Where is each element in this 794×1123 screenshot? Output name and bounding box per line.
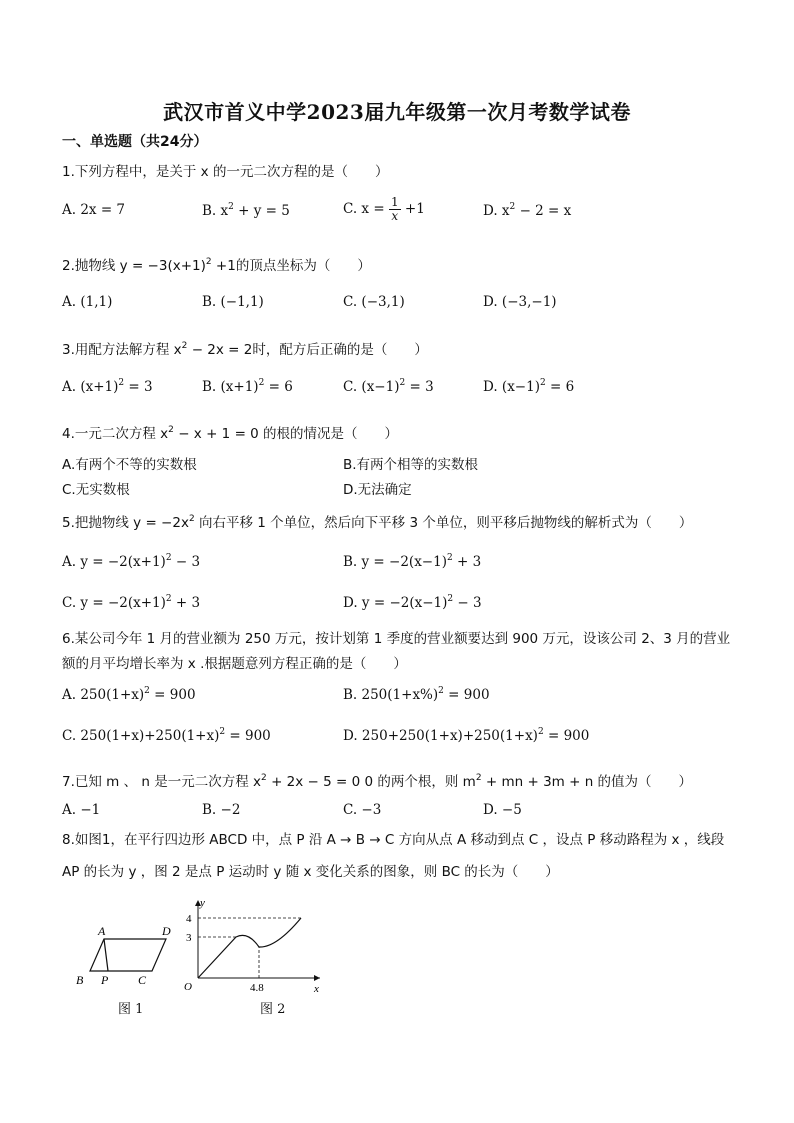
q4-option-c: C.无实数根 xyxy=(62,482,130,498)
q5-option-b: B. $y = -2(x-1)^2 + 3$ xyxy=(343,553,482,570)
axis-label-x: x xyxy=(314,983,319,995)
q5-option-d: D. $y = -2(x-1)^2 - 3$ xyxy=(343,594,482,611)
fraction: $\frac{1}{x}$ xyxy=(390,195,399,223)
label-b: B xyxy=(76,973,84,987)
question-7-stem: 7.已知 m 、 n 是一元二次方程 $x^2 + 2x - 5 = 0$ 0 的两个根，则 $m^2$ + mn + 3m + n 的值为（ ） xyxy=(62,773,693,790)
q3-option-b: B. $(x+1)^2 = 6$ xyxy=(202,378,293,395)
question-6-stem-line2: 额的月平均增长率为 x .根据题意列方程正确的是（ ） xyxy=(62,656,407,672)
q6-option-a: A. $250(1+x)^2 = 900$ xyxy=(62,686,196,703)
q1-option-b: B. $x^2 + y = 5$ xyxy=(202,202,290,219)
q6-option-c: C. $250(1+x)+250(1+x)^2 = 900$ xyxy=(62,727,271,744)
q7-option-b: B. −2 xyxy=(202,802,241,818)
q4-option-b: B.有两个相等的实数根 xyxy=(343,457,479,473)
q3-option-a: A. $(x+1)^2 = 3$ xyxy=(62,378,153,395)
figure-1-caption: 图 1 xyxy=(118,1002,144,1017)
graph-curve-part2 xyxy=(259,918,301,947)
segment-ap xyxy=(104,939,108,971)
q2-option-b: B. (−1,1) xyxy=(202,294,264,310)
q1-option-a: A. 2x = 7 xyxy=(62,202,126,218)
q3-option-d: D. $(x-1)^2 = 6$ xyxy=(483,378,575,395)
label-d: D xyxy=(162,924,171,938)
q3-option-c: C. $(x-1)^2 = 3$ xyxy=(343,378,434,395)
question-5-stem: 5.把抛物线 $y = -2x^2$ 向右平移 1 个单位，然后向下平移 3 个单位，则平移后抛物线的解析式为（ ） xyxy=(62,514,693,531)
q6-option-b: B. $250(1+x\%)^2 = 900$ xyxy=(343,686,490,703)
axis-label-y: y xyxy=(200,897,205,909)
tick-label-4-8: 4.8 xyxy=(250,982,264,994)
q2-option-d: D. (−3,−1) xyxy=(483,294,557,310)
q6-option-d: D. $250+250(1+x)+250(1+x)^2 = 900$ xyxy=(343,727,590,744)
label-p: P xyxy=(101,973,109,987)
tick-label-3: 3 xyxy=(186,932,192,944)
question-6-stem-line1: 6.某公司今年 1 月的营业额为 250 万元，按计划第 1 季度的营业额要达到 900 万元，设该公司 2、3 月的营业 xyxy=(62,631,731,647)
q7-option-c: C. −3 xyxy=(343,802,382,818)
q1-option-c: C. x = $\frac{1}{x}$ +1 xyxy=(343,195,425,223)
question-2-stem: 2.抛物线 $y = -3(x+1)^2 +1$的顶点坐标为（ ） xyxy=(62,257,371,274)
origin-label: O xyxy=(184,981,192,993)
x-axis-arrow xyxy=(314,975,320,981)
q7-option-d: D. −5 xyxy=(483,802,522,818)
q5-option-a: A. $y = -2(x+1)^2 - 3$ xyxy=(62,553,201,570)
page-title: 武汉市首义中学2023届九年级第一次月考数学试卷 xyxy=(163,100,631,124)
q1-option-d: D. $x^2 - 2 = x$ xyxy=(483,202,572,219)
q7-option-a: A. −1 xyxy=(62,802,101,818)
question-8-stem-line2: AP 的长为 y ，图 2 是点 P 运动时 y 随 x 变化关系的图象，则 BC 的长为（ ） xyxy=(62,864,559,880)
parallelogram-shape xyxy=(90,939,166,971)
q2-option-a: A. (1,1) xyxy=(62,294,113,310)
section-heading: 一、单选题（共24分） xyxy=(62,134,208,150)
figure-2-graph xyxy=(176,896,326,996)
tick-label-4: 4 xyxy=(186,913,192,925)
q5-option-c: C. $y = -2(x+1)^2 + 3$ xyxy=(62,594,201,611)
q4-option-d: D.无法确定 xyxy=(343,482,412,498)
question-8-stem-line1: 8.如图1，在平行四边形 ABCD 中，点 P 沿 A → B → C 方向从点 A 移动到点 C ，设点 P 移动路程为 x ，线段 xyxy=(62,832,725,848)
question-4-stem: 4.一元二次方程 $x^2 - x + 1 = 0$ 的根的情况是（ ） xyxy=(62,425,399,442)
figure-1-parallelogram xyxy=(70,920,180,990)
q4-option-a: A.有两个不等的实数根 xyxy=(62,457,197,473)
question-1-stem: 1.下列方程中，是关于 x 的一元二次方程的是（ ） xyxy=(62,164,389,180)
question-3-stem: 3.用配方法解方程 $x^2 - 2x = 2$时，配方后正确的是（ ） xyxy=(62,341,428,358)
label-a: A xyxy=(98,924,106,938)
graph-curve-part1 xyxy=(198,935,259,978)
label-c: C xyxy=(138,973,147,987)
q2-option-c: C. (−3,1) xyxy=(343,294,405,310)
figure-2-caption: 图 2 xyxy=(260,1002,286,1017)
